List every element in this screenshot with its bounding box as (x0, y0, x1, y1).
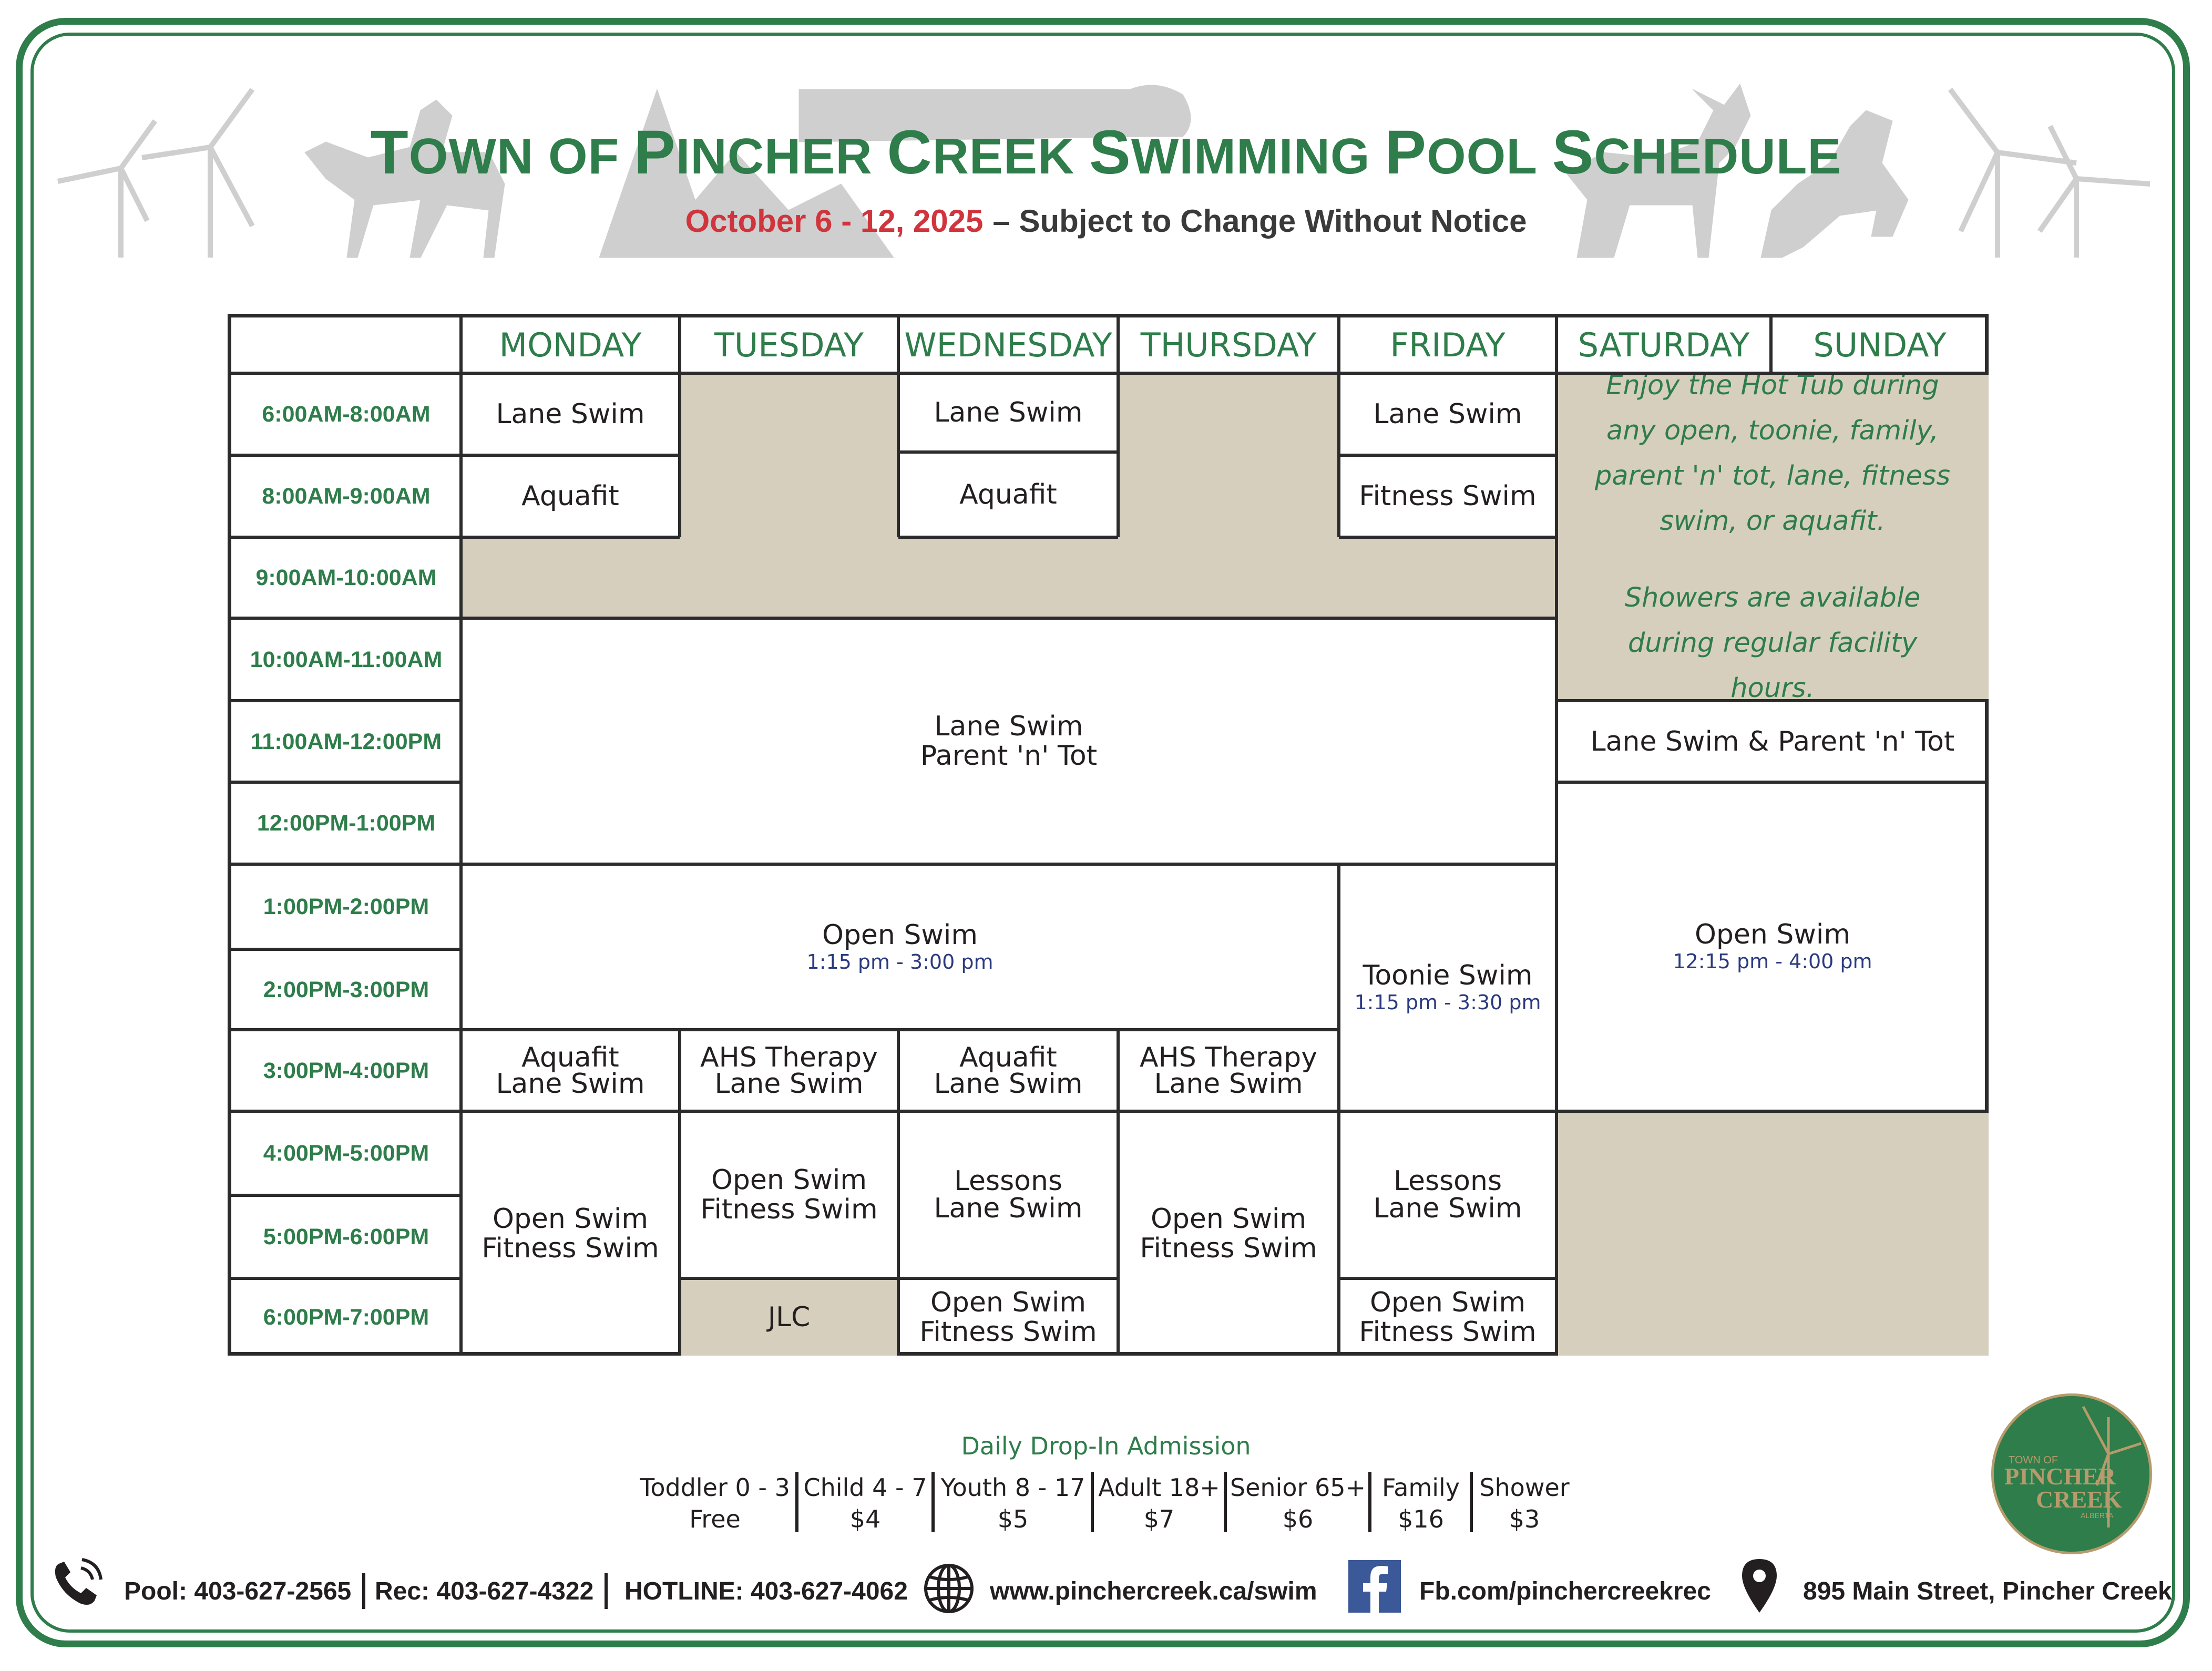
time-slot: 12:00PM-1:00PM (257, 811, 436, 836)
session-label: Lane Swim (1154, 1068, 1303, 1100)
session-label: Lane Swim (934, 1193, 1083, 1224)
admission-item (1373, 1472, 1469, 1535)
session-label: AHS Therapy (1140, 1041, 1317, 1073)
day-header-sunday: SUNDAY (1813, 326, 1947, 364)
session-label: Fitness Swim (1140, 1232, 1317, 1264)
logo-text-alberta: ALBERTA (2081, 1511, 2114, 1520)
session-cell: Lane Swim (496, 398, 645, 430)
admission-label: Shower (1479, 1473, 1570, 1502)
session-time: 1:15 pm - 3:30 pm (1354, 991, 1541, 1014)
admission-divider (1368, 1472, 1371, 1532)
subtitle-notice: – Subject to Change Without Notice (992, 203, 1527, 239)
admission-item (1228, 1472, 1367, 1535)
title-word: WIMMING (1131, 128, 1385, 184)
session-label: Lane Swim (934, 711, 1083, 742)
facebook-icon (1348, 1560, 1401, 1613)
footer-divider (362, 1573, 365, 1609)
session-label: Lane Swim (714, 1068, 864, 1100)
title-word: INCHER (675, 128, 887, 184)
admission-price: $4 (849, 1505, 881, 1533)
admission-divider (1091, 1472, 1094, 1532)
showers-note: Showers are available during regular facility hours. (1624, 582, 1921, 704)
day-header-wednesday: WEDNESDAY (904, 326, 1112, 364)
session-cell: Aquafit (959, 479, 1057, 510)
admission-price: $5 (997, 1505, 1029, 1533)
admission-item (636, 1472, 794, 1535)
title-word: OWN OF (408, 128, 634, 184)
time-slot: 6:00PM-7:00PM (263, 1304, 429, 1330)
session-label: Fitness Swim (482, 1232, 659, 1264)
session-label: Open Swim (711, 1164, 867, 1196)
admission-price: Free (689, 1505, 741, 1533)
table-grid-lines (231, 317, 1985, 1352)
time-slot: 2:00PM-3:00PM (263, 977, 429, 1002)
day-header-monday: MONDAY (499, 326, 642, 364)
title-letter: S (1089, 118, 1131, 187)
session-cell: Lane Swim (934, 397, 1083, 428)
admission-price: $16 (1398, 1505, 1444, 1533)
day-header-tuesday: TUESDAY (714, 326, 864, 364)
title-letter: C (887, 118, 933, 187)
session-label: AHS Therapy (700, 1041, 878, 1073)
title-word: REEK (932, 128, 1089, 184)
time-slot: 3:00PM-4:00PM (263, 1058, 429, 1083)
session-label: Open Swim (1694, 919, 1851, 950)
title-letter: P (633, 118, 676, 187)
session-time: 12:15 pm - 4:00 pm (1673, 950, 1872, 973)
session-label: Open Swim (492, 1203, 649, 1235)
facebook-link[interactable]: Fb.com/pinchercreekrec (1419, 1577, 1711, 1605)
globe-icon (923, 1562, 975, 1615)
address: 895 Main Street, Pincher Creek (1803, 1577, 2172, 1605)
session-label: Lessons (954, 1165, 1063, 1197)
title-letter: P (1385, 118, 1427, 187)
time-slot: 10:00AM-11:00AM (250, 647, 443, 672)
time-slot: 8:00AM-9:00AM (262, 484, 431, 509)
admission-label: Family (1381, 1473, 1460, 1502)
title-word: CHEDULE (1594, 128, 1842, 184)
admission-item (1474, 1472, 1574, 1535)
admission-title: Daily Drop-In Admission (961, 1432, 1251, 1460)
town-logo (1991, 1393, 2152, 1554)
admission-divider (795, 1472, 798, 1532)
session-time: 1:15 pm - 3:00 pm (806, 950, 994, 973)
footer-divider (605, 1573, 608, 1609)
session-label: Lane Swim (1373, 1193, 1522, 1224)
session-cell: Lane Swim (1373, 398, 1522, 430)
time-slot: 9:00AM-10:00AM (255, 565, 437, 590)
phone-icon (48, 1553, 106, 1611)
admission-price: $3 (1509, 1505, 1540, 1533)
admission-price: $6 (1282, 1505, 1314, 1533)
admission-label: Senior 65+ (1230, 1473, 1366, 1502)
admission-label: Child 4 - 7 (803, 1473, 927, 1502)
session-label: Lane Swim (496, 1068, 645, 1100)
hot-tub-note: Enjoy the Hot Tub during any open, toonie, family, parent 'n' tot, lane, fitness swim, or aquafit. (1594, 370, 1951, 537)
session-label: Lane Swim (934, 1068, 1083, 1100)
time-slot: 5:00PM-6:00PM (263, 1224, 429, 1249)
admission-item (936, 1472, 1090, 1535)
logo-text-pincher: PINCHER (2004, 1463, 2116, 1490)
admission-item (800, 1472, 930, 1535)
admission-label: Toddler 0 - 3 (640, 1473, 790, 1502)
location-pin-icon (1740, 1557, 1779, 1615)
rec-phone[interactable]: Rec: 403-627-4322 (375, 1577, 594, 1605)
admission-label: Adult 18+ (1098, 1473, 1220, 1502)
time-slot: 11:00AM-12:00PM (250, 729, 442, 754)
session-label: Parent 'n' Tot (920, 740, 1098, 772)
session-label: Open Swim (1150, 1203, 1307, 1235)
day-header-friday: FRIDAY (1390, 326, 1506, 364)
admission-label: Youth 8 - 17 (940, 1473, 1085, 1502)
session-label: Aquafit (959, 1041, 1057, 1073)
session-label: Fitness Swim (700, 1194, 878, 1225)
day-header-thursday: THURSDAY (1140, 326, 1317, 364)
pool-phone[interactable]: Pool: 403-627-2565 (124, 1577, 352, 1605)
session-label: Open Swim (930, 1286, 1087, 1318)
session-label: Open Swim (822, 919, 978, 951)
page-title (0, 117, 2212, 188)
session-label: Fitness Swim (919, 1316, 1097, 1348)
admission-divider (931, 1472, 935, 1532)
session-cell: JLC (680, 1278, 898, 1356)
schedule-subtitle (0, 203, 2212, 239)
session-cell: Aquafit (521, 480, 619, 512)
title-letter: T (370, 118, 409, 187)
logo-artwork (1994, 1396, 2149, 1552)
session-label: Lessons (1393, 1165, 1502, 1197)
title-letter: S (1552, 118, 1594, 187)
admission-divider (1470, 1472, 1473, 1532)
title-word: OOL (1426, 128, 1552, 184)
website-link[interactable]: www.pinchercreek.ca/swim (990, 1577, 1317, 1605)
time-slot: 4:00PM-5:00PM (263, 1141, 429, 1166)
day-header-saturday: SATURDAY (1578, 326, 1750, 364)
session-label: Fitness Swim (1359, 1316, 1537, 1348)
logo-text-creek: CREEK (2036, 1486, 2122, 1513)
admission-price: $7 (1143, 1505, 1175, 1533)
session-cell: Fitness Swim (1359, 480, 1537, 512)
session-label: Aquafit (521, 1041, 619, 1073)
time-slot: 1:00PM-2:00PM (263, 894, 429, 919)
session-label: Open Swim (1369, 1286, 1526, 1318)
time-slot: 6:00AM-8:00AM (262, 402, 431, 427)
date-range: October 6 - 12, 2025 (685, 203, 984, 239)
schedule-table (228, 314, 1989, 1356)
admission-divider (1224, 1472, 1227, 1532)
hotline-phone[interactable]: HOTLINE: 403-627-4062 (624, 1577, 908, 1605)
session-cell: Lane Swim & Parent 'n' Tot (1590, 725, 1955, 757)
session-label: Toonie Swim (1363, 960, 1533, 991)
logo-text-town-of: TOWN OF (2009, 1454, 2059, 1466)
admission-item (1095, 1472, 1223, 1535)
